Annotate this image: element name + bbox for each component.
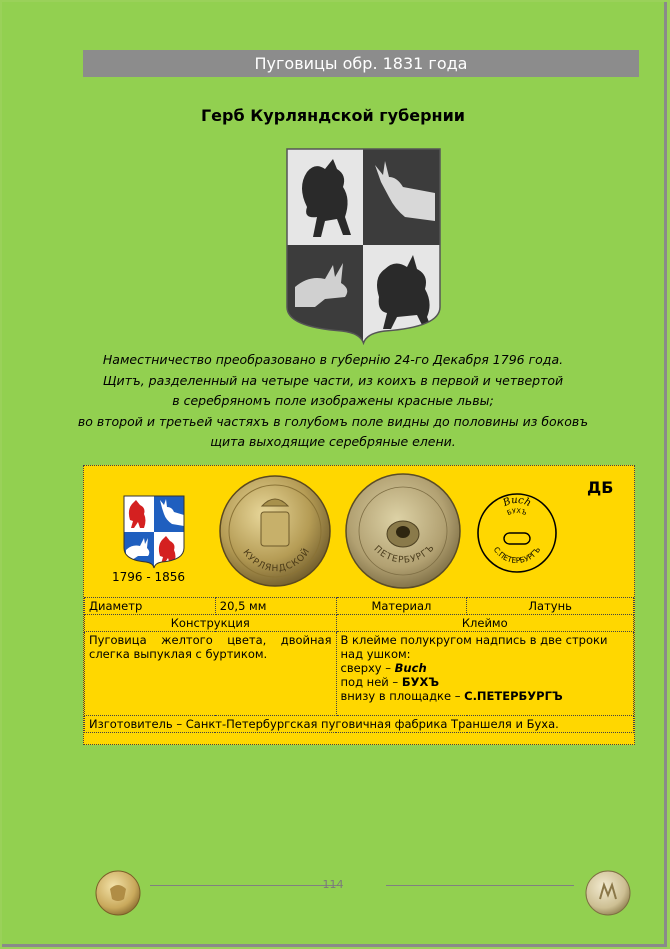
mark-top-value: Buch [394, 661, 427, 675]
maker-text: Изготовитель – Санкт-Петербургская пуговичная фабрика Траншеля и Буха. [85, 716, 634, 733]
footer-coin-left-image [94, 869, 142, 917]
section-title: Герб Курляндской губернии [200, 106, 466, 125]
footer-line-right [386, 885, 574, 886]
button-front-image [218, 474, 332, 588]
diameter-label: Диаметр [85, 598, 216, 615]
mark-text [336, 632, 633, 716]
stamp-middle-text: БУХЪ [505, 506, 529, 518]
description-line: Наместничество преобразовано в губернію 24-го Декабря 1796 года. [102, 352, 564, 367]
table-row [85, 615, 634, 632]
coat-of-arms-image [285, 147, 442, 345]
coat-description [72, 350, 594, 453]
mark-top-prefix: сверху – [340, 661, 395, 675]
mark-mid-value: БУХЪ [401, 675, 440, 689]
table-row [85, 632, 634, 716]
construction-label: Конструкция [85, 615, 337, 632]
stamp-bottom-text: С.ПЕТЕРБУРГЪ [491, 545, 543, 566]
description-line: щита выходящие серебряные елени. [210, 434, 456, 449]
stamp-top-text: Buch [501, 494, 533, 510]
mark-intro: В клейме полукругом надпись в две строки над ушком: [340, 633, 608, 661]
coin-inscription: КУРЛЯНДСКОЙ [240, 546, 313, 575]
construction-text: Пуговица желтого цвета, двойная слегка выпуклая с буртиком. [85, 632, 337, 716]
description-line: Щитъ, разделенный на четыре части, из коихъ в первой и четвертой [102, 372, 564, 388]
description-line: в серебряномъ поле изображены красные львы; [172, 393, 494, 408]
stamp-drawing [476, 492, 558, 574]
mark-bottom-prefix: внизу в площадке – [340, 689, 465, 703]
page-number: 114 [322, 878, 344, 891]
coat-of-arms-color-icon [122, 494, 186, 570]
description-line: во второй и третьей частяхъ в голубомъ поле видны до половины из боковъ [77, 413, 589, 429]
mark-mid-prefix: под ней – [340, 675, 402, 689]
back-inscription: ПЕТЕРБУРГЪ [371, 542, 438, 566]
button-back-image [344, 472, 462, 590]
header-bar: Пуговицы обр. 1831 года [83, 50, 639, 77]
table-row [85, 716, 634, 733]
button-info-card [83, 465, 635, 745]
diameter-value: 20,5 мм [215, 598, 336, 615]
material-label: Материал [336, 598, 467, 615]
years-label: 1796 - 1856 [112, 570, 186, 584]
mark-bottom-line [341, 689, 629, 703]
catalog-code: ДБ [587, 478, 614, 497]
mark-bottom-value: С.ПЕТЕРБУРГЪ [464, 689, 563, 703]
specs-table [84, 597, 634, 733]
mark-top-line [341, 661, 629, 675]
mark-label: Клеймо [336, 615, 633, 632]
footer-coin-right-image [584, 869, 632, 917]
page [2, 2, 667, 947]
mark-mid-line [341, 675, 629, 689]
material-value: Латунь [467, 598, 634, 615]
table-row [85, 598, 634, 615]
